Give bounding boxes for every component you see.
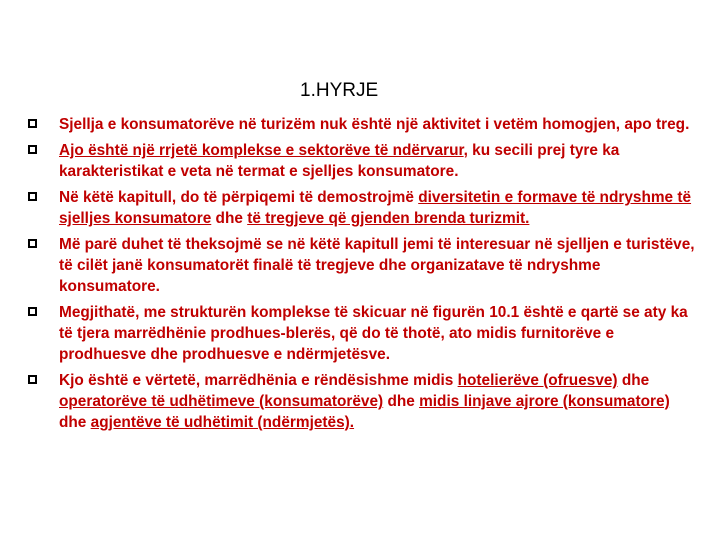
bullet-item xyxy=(28,234,696,297)
bullet-item xyxy=(28,114,696,135)
underlined-text: operatorëve të udhëtimeve (konsumatorëve) xyxy=(59,393,384,410)
bullet-text: Megjithatë, me strukturën komplekse të skicuar në figurën 10.1 është e qartë se aty ka të tjera marrëdhënie prodhues-blerës xyxy=(59,304,688,342)
bullet-list xyxy=(28,114,696,438)
square-bullet-icon xyxy=(28,239,37,248)
bullet-text: dhe xyxy=(59,414,91,431)
bullet-item xyxy=(28,370,696,433)
bullet-text: Kjo është e vërtetë, marrëdhënia e rëndësishme midis xyxy=(59,372,458,389)
square-bullet-icon xyxy=(28,375,37,384)
square-bullet-icon xyxy=(28,145,37,154)
bullet-item xyxy=(28,187,696,229)
bullet-text: , që do të thotë, ato midis furnitorëve e prodhuesve dhe prodhuesve e ndërmjetësve. xyxy=(59,325,615,363)
bullet-item xyxy=(28,140,696,182)
bullet-text: Në këtë kapitull, do të përpiqemi të demostrojmë xyxy=(59,189,419,206)
bullet-item xyxy=(28,302,696,365)
square-bullet-icon xyxy=(28,119,37,128)
slide-title: 1.HYRJE xyxy=(300,80,379,101)
bullet-text: Më parë duhet të theksojmë se në këtë kapitull jemi të interesuar në sjelljen e turistëve xyxy=(59,236,691,253)
square-bullet-icon xyxy=(28,307,37,316)
bullet-text: , ku secili prej tyre ka karakteristikat e veta në termat e sjelljes konsumatore. xyxy=(59,142,620,180)
underlined-text: diversitetin e formave të ndryshme të sjelljes konsumatore xyxy=(59,189,692,227)
bullet-text: dhe xyxy=(617,372,650,389)
bullet-text: Sjellja e konsumatorëve në turizëm nuk është një aktivitet i vetëm homogjen, apo treg. xyxy=(59,116,690,133)
bullet-text: , të cilët janë konsumatorët finalë të tregjeve dhe organizatave të ndryshme konsumatore. xyxy=(59,236,695,295)
bullet-text: dhe xyxy=(211,210,248,227)
square-bullet-icon xyxy=(28,192,37,201)
underlined-text: midis linjave ajrore (konsumatore) xyxy=(419,393,670,410)
underlined-text: agjentëve të udhëtimit (ndërmjetës). xyxy=(90,414,355,431)
underlined-text: të tregjeve që gjenden brenda turizmit. xyxy=(247,210,530,227)
underlined-text: Ajo është një rrjetë komplekse e sektorëve të ndërvarur xyxy=(59,142,464,159)
underlined-text: hotelierëve (ofruesve) xyxy=(457,372,618,389)
bullet-text: dhe xyxy=(383,393,420,410)
